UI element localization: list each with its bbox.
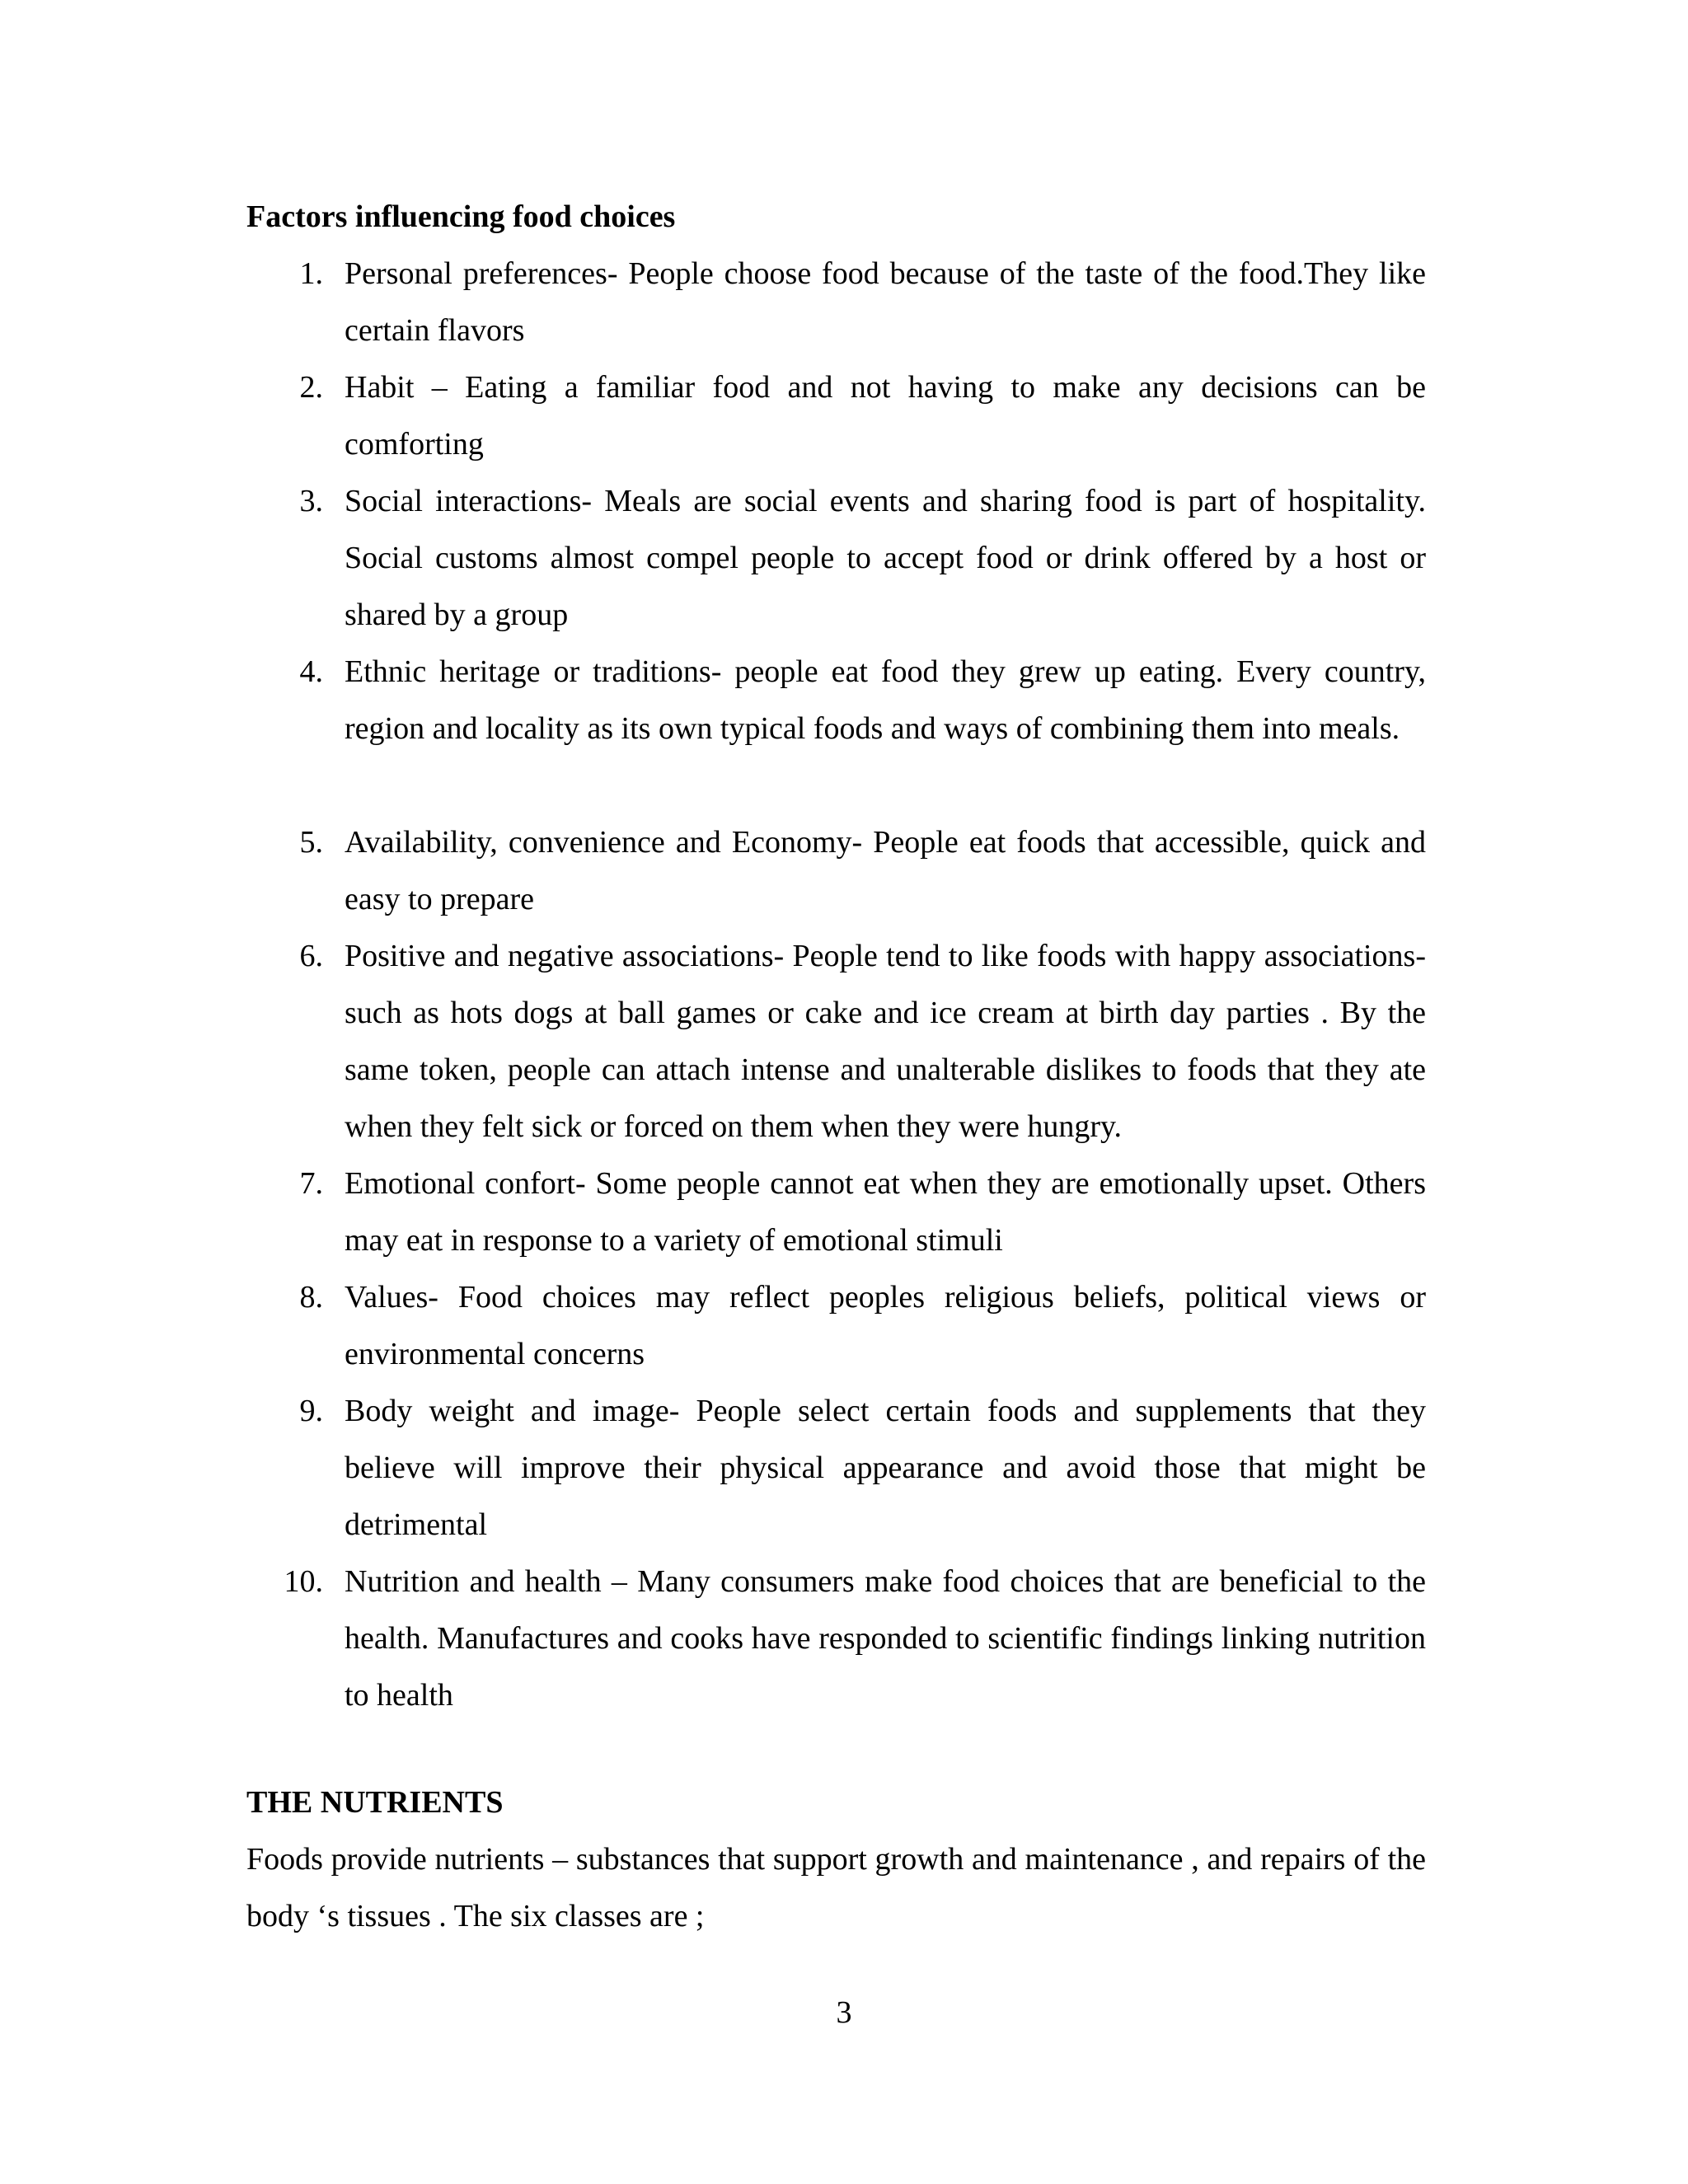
list-item-number: 1. (299, 256, 323, 291)
list-item (246, 644, 1426, 814)
list-item-number: 7. (299, 1166, 323, 1201)
list-item-text: Availability, convenience and Economy- People eat foods that accessible, quick and easy to prepare (345, 825, 1426, 916)
list-item-number: 3. (299, 484, 323, 518)
list-item (246, 814, 1426, 928)
list-item-text: Social interactions- Meals are social events and sharing food is part of hospitality. Social customs almost compel people to accept food or drink offered by a host or shared by a group (345, 484, 1426, 632)
list-item (246, 1155, 1426, 1269)
section-heading-nutrients: THE NUTRIENTS (246, 1785, 504, 1820)
list-item (246, 473, 1426, 644)
list-item-number: 2. (299, 370, 323, 405)
section-heading-factors: Factors influencing food choices (246, 199, 676, 234)
list-item-text: Personal preferences- People choose food because of the taste of the food.They like certain flavors (345, 256, 1426, 348)
list-item-text: Body weight and image- People select certain foods and supplements that they believe will improve their physical appearance and avoid those that might be detrimental (345, 1394, 1426, 1542)
list-item (246, 246, 1426, 359)
list-item-number: 5. (299, 825, 323, 860)
list-item-number: 10. (284, 1564, 323, 1599)
list-item-text: Nutrition and health – Many consumers make food choices that are beneficial to the health. Manufactures and cooks have responded to scientific findings linking nutrition to health (345, 1564, 1426, 1713)
list-item (246, 359, 1426, 473)
factors-list (246, 246, 1426, 1724)
list-item (246, 1269, 1426, 1383)
list-item (246, 928, 1426, 1155)
list-item-text: Emotional confort- Some people cannot eat when they are emotionally upset. Others may eat in response to a variety of emotional stimuli (345, 1166, 1426, 1258)
list-item-text: Positive and negative associations- People tend to like foods with happy associations- such as hots dogs at ball games or cake and ice cream at birth day parties . By the same token, people can attach intense and unalterable dislikes to foods that they ate when they felt sick or forced on them when they were hungry. (345, 939, 1426, 1144)
nutrients-paragraph: Foods provide nutrients – substances that support growth and maintenance , and repairs of the body ‘s tissues . The six classes are ; (246, 1842, 1426, 1933)
list-item-text: Ethnic heritage or traditions- people eat food they grew up eating. Every country, region and locality as its own typical foods and ways of combining them into meals. (345, 654, 1426, 746)
page-number: 3 (836, 1995, 852, 2030)
list-item (246, 1554, 1426, 1724)
list-item-number: 8. (299, 1280, 323, 1315)
list-item (246, 1383, 1426, 1554)
list-item-number: 6. (299, 939, 323, 973)
list-item-number: 4. (299, 654, 323, 689)
list-item-text: Values- Food choices may reflect peoples religious beliefs, political views or environmental concerns (345, 1280, 1426, 1371)
list-item-text: Habit – Eating a familiar food and not having to make any decisions can be comforting (345, 370, 1426, 462)
list-item-number: 9. (299, 1394, 323, 1428)
